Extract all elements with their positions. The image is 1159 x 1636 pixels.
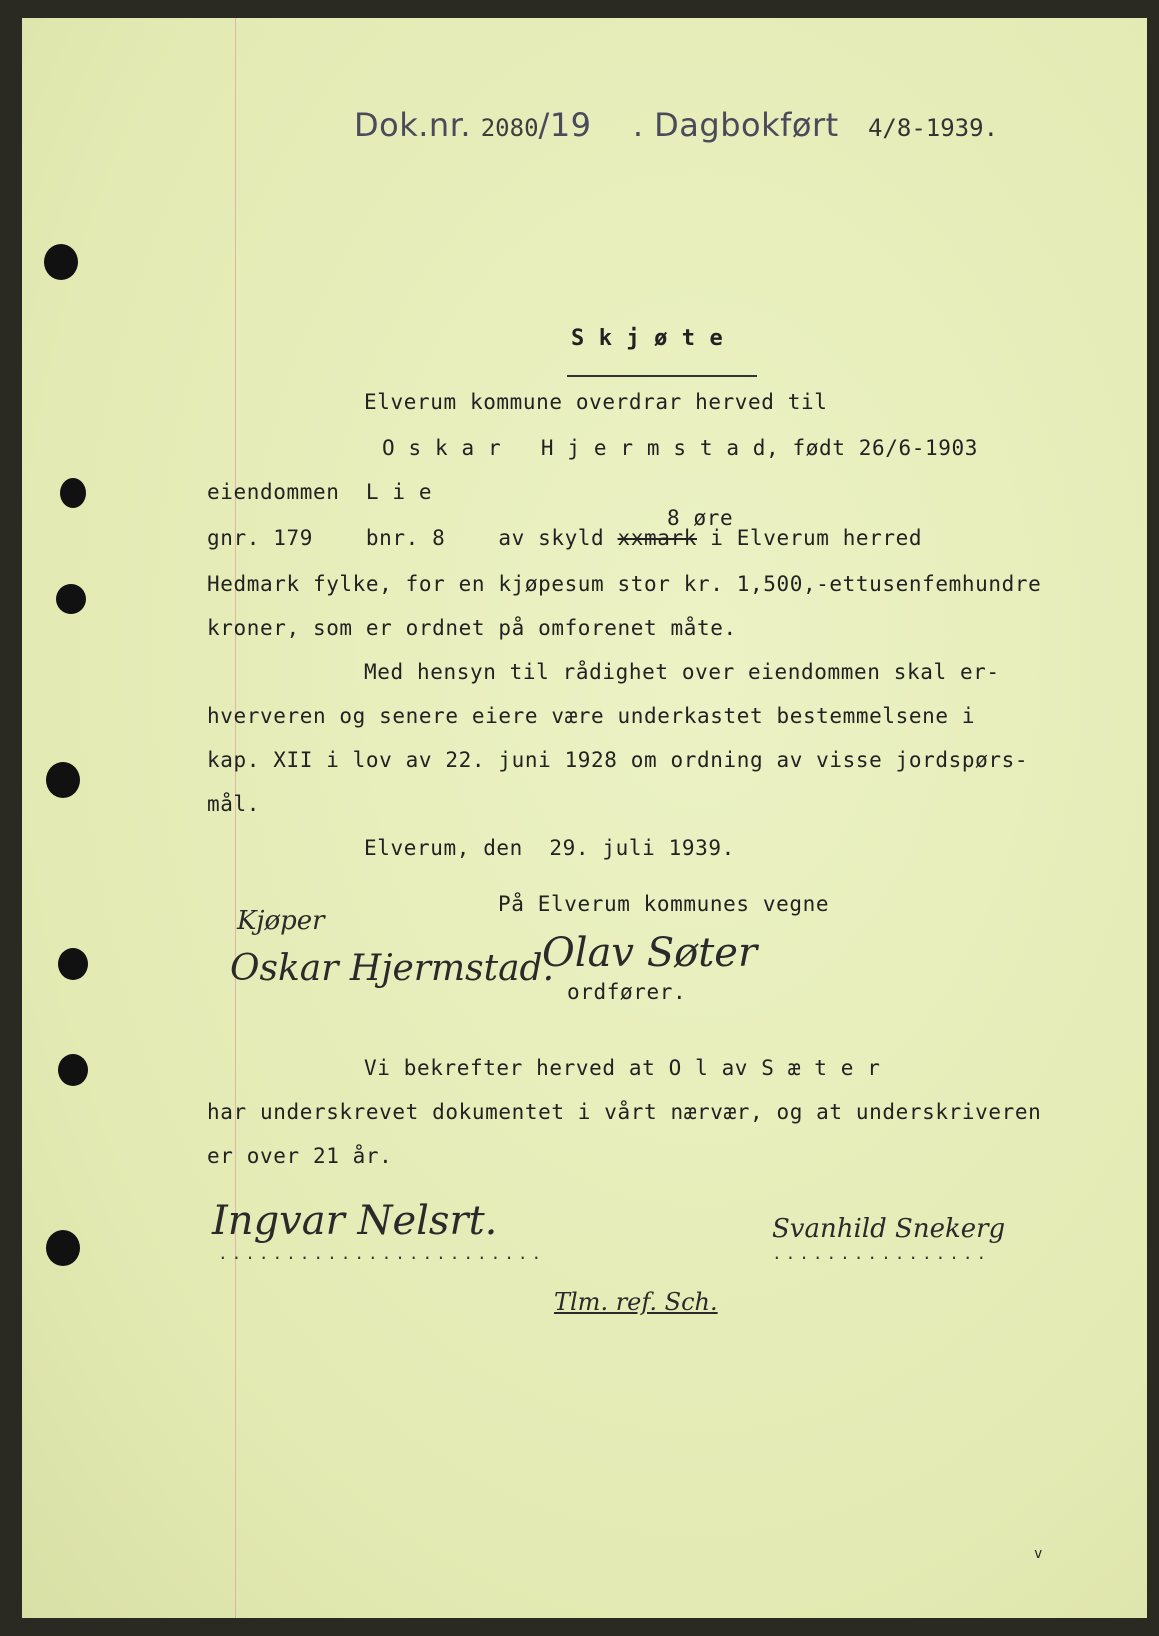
body-line-4: gnr. 179 bnr. 8 av skyld xxmark i Elverum herred: [207, 526, 923, 550]
buyer-signature: Oskar Hjermstad.: [230, 948, 555, 989]
punch-hole: [58, 948, 88, 980]
body-line-9: kap. XII i lov av 22. juni 1928 om ordning av visse jordspørs-: [207, 748, 1029, 772]
signature-dot-leader: ........................: [218, 1244, 546, 1263]
document-page: [22, 18, 1147, 1618]
body-line-10: mål.: [207, 792, 260, 816]
punch-hole: [46, 1230, 80, 1266]
signature-dot-leader: ................: [772, 1244, 991, 1263]
dok-number: 2080: [480, 114, 539, 142]
document-header: [354, 106, 998, 144]
witness-2-signature: Svanhild Snekerg: [772, 1214, 1006, 1244]
margin-rule: [235, 18, 236, 1618]
body-line-7: Med hensyn til rådighet over eiendommen skal er-: [364, 660, 1000, 684]
punch-hole: [58, 1054, 88, 1086]
punch-hole: [60, 478, 86, 508]
witness-1-signature: Ingvar Nelsrt.: [212, 1198, 498, 1244]
registration-date: 4/8-1939.: [867, 114, 999, 142]
witness-line-2: har underskrevet dokumentet i vårt nærvær, og at underskriveren: [207, 1100, 1042, 1124]
title-underline: [567, 375, 757, 377]
on-behalf-line: På Elverum kommunes vegne: [498, 892, 830, 916]
punch-hole: [46, 762, 80, 798]
dok-label: Dok.nr.: [354, 106, 472, 144]
struck-text: xxmark: [617, 526, 698, 550]
kjoper-label: Kjøper: [237, 906, 325, 936]
punch-hole: [56, 584, 86, 614]
place-date-line: Elverum, den 29. juli 1939.: [364, 836, 735, 860]
body-line-2: O s k a r H j e r m s t a d, født 26/6-1903: [382, 436, 978, 460]
skyld-unit-insert: 8 øre: [667, 506, 734, 530]
body-line-8: hververen og senere eiere være underkastet bestemmelsene i: [207, 704, 976, 728]
dagbok-label: . Dagbokført: [632, 106, 839, 144]
witness-line-3: er over 21 år.: [207, 1144, 393, 1168]
body-line-5: Hedmark fylke, for en kjøpesum stor kr. 1,500,-ettusenfemhundre: [207, 572, 1042, 596]
punch-hole: [44, 244, 78, 280]
body-line-1: Elverum kommune overdrar herved til: [364, 390, 828, 414]
document-title: S k j ø t e: [571, 326, 724, 351]
body-line-6: kroner, som er ordnet på omforenet måte.: [207, 616, 737, 640]
registry-note: Tlm. ref. Sch.: [554, 1288, 718, 1316]
mayor-title: ordfører.: [567, 980, 687, 1004]
dok-suffix: /19: [538, 106, 592, 144]
witness-line-1: Vi bekrefter herved at O l av S æ t e r: [364, 1056, 881, 1080]
corner-mark: v: [1034, 1546, 1044, 1562]
mayor-signature: Olav Søter: [542, 930, 758, 976]
body-line-3: eiendommen L i e: [207, 480, 433, 504]
